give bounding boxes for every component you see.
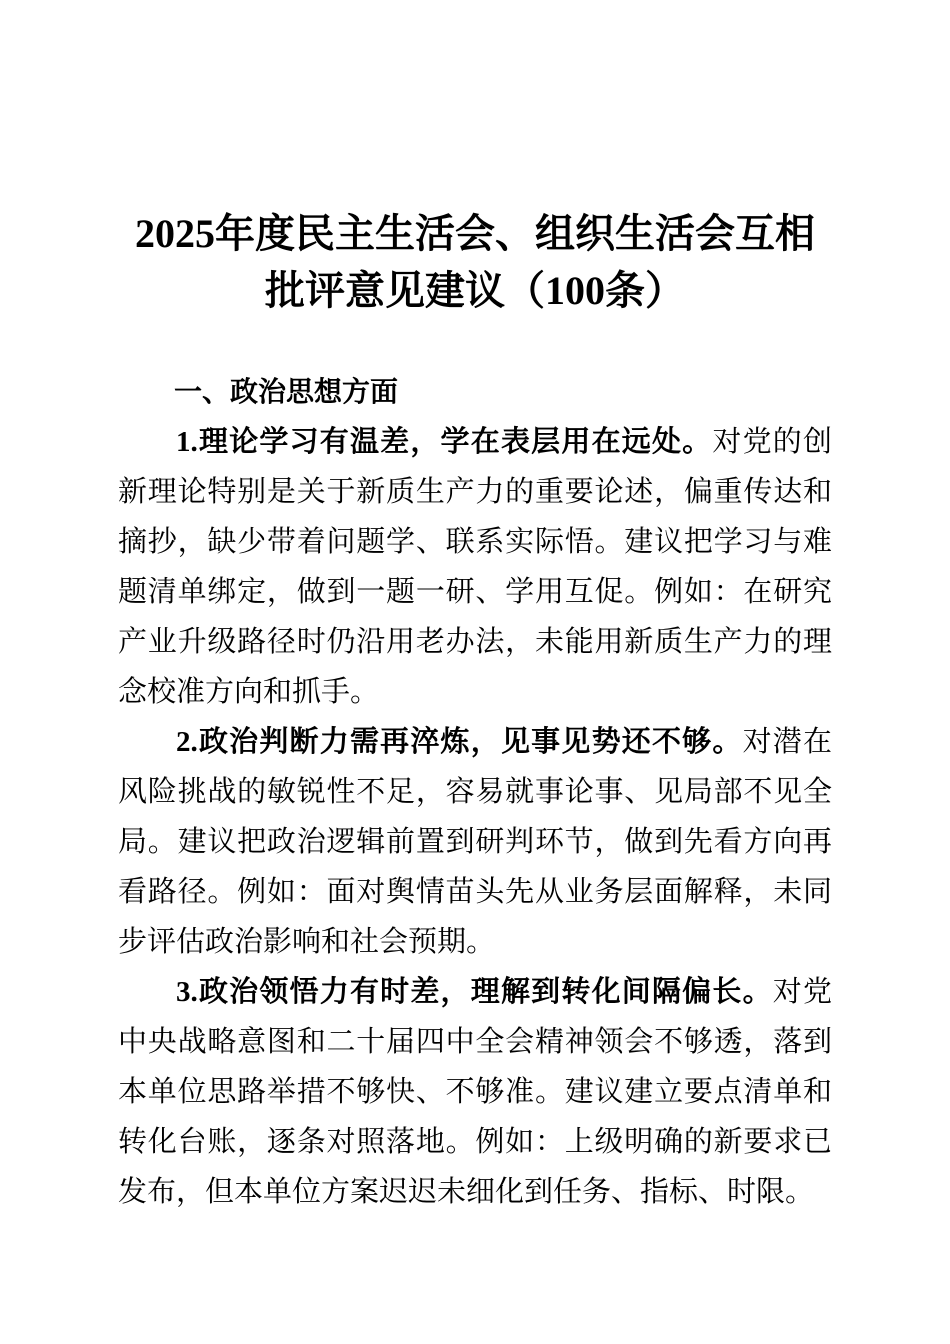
paragraph-1-lead: 1.理论学习有温差，学在表层用在远处。 (176, 426, 713, 458)
paragraph-2-body: 对潜在风险挑战的敏锐性不足，容易就事论事、见局部不见全局。建议把政治逻辑前置到研判环节，做到先看方向再看路径。例如：面对舆情苗头先从业务层面解释，未同步评估政治影响和社会预期。 (118, 726, 832, 958)
document-title: 2025年度民主生活会、组织生活会互相批评意见建议（100条） (135, 211, 815, 313)
paragraph-2 (118, 717, 832, 967)
section-heading: 一、政治思想方面 (174, 375, 399, 408)
paragraph-3 (118, 967, 832, 1217)
paragraph-1-body: 对党的创新理论特别是关于新质生产力的重要论述，偏重传达和摘抄，缺少带着问题学、联系实际悟。建议把学习与难题清单绑定，做到一题一研、学用互促。例如：在研究产业升级路径时仍沿用老办法，未能用新质生产力的理念校准方向和抓手。 (118, 426, 832, 708)
document-body (118, 367, 832, 1217)
paragraph-3-body: 对党中央战略意图和二十届四中全会精神领会不够透，落到本单位思路举措不够快、不够准。建议建立要点清单和转化台账，逐条对照落地。例如：上级明确的新要求已发布，但本单位方案迟迟未细化到任务、指标、时限。 (118, 976, 832, 1208)
paragraph-2-lead: 2.政治判断力需再淬炼，见事见势还不够。 (176, 726, 743, 758)
paragraph-1 (118, 417, 832, 717)
paragraph-3-lead: 3.政治领悟力有时差，理解到转化间隔偏长。 (176, 976, 773, 1008)
